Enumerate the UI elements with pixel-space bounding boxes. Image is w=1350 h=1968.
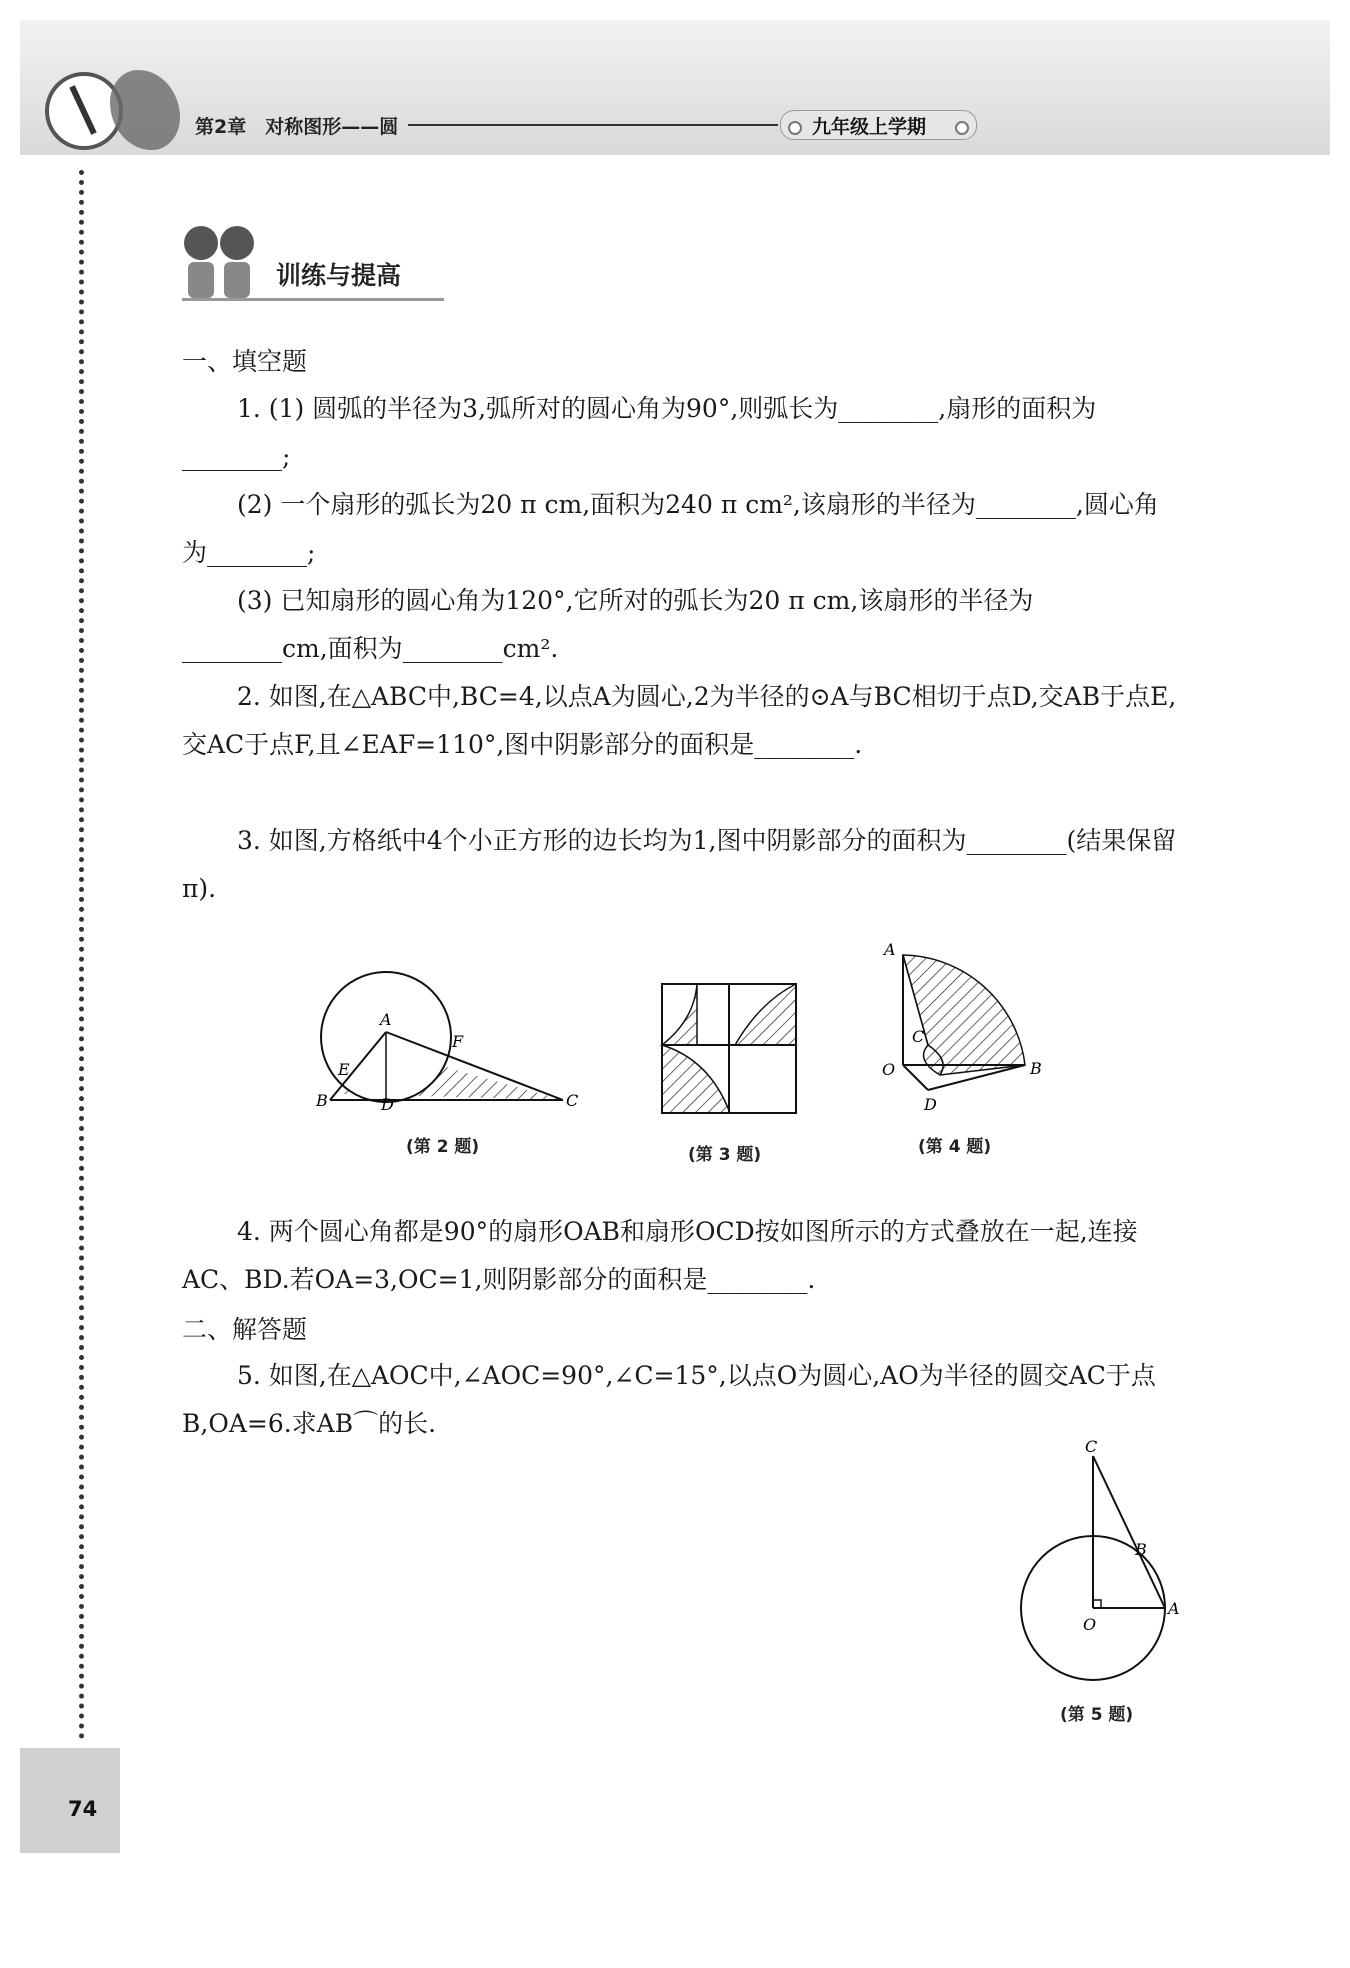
part2-heading: 二、解答题 xyxy=(182,1315,308,1344)
fig5-label-c: C xyxy=(1085,1437,1098,1456)
question-1-1: 1. (1) 圆弧的半径为3,弧所对的圆心角为90°,则弧长为________,扇形的面积为________; xyxy=(182,394,1097,471)
fig5-label-o: O xyxy=(1083,1615,1097,1634)
question-4: 4. 两个圆心角都是90°的扇形OAB和扇形OCD按如图所示的方式叠放在一起,连接AC、BD.若OA=3,OC=1,则阴影部分的面积是________. xyxy=(182,1217,1138,1294)
fig2-label-e: E xyxy=(338,1060,350,1079)
fig2-label-d: D xyxy=(381,1095,394,1114)
chapter-title: 第2章 对称图形——圆 xyxy=(195,116,399,138)
fig4-label-a: A xyxy=(884,940,896,959)
fig4-label-c: C xyxy=(912,1027,925,1046)
fig5-label-a: A xyxy=(1168,1599,1180,1618)
figure-2 xyxy=(315,972,578,1114)
fig4-caption: (第 4 题) xyxy=(918,1137,992,1157)
fig5-label-b: B xyxy=(1135,1540,1147,1559)
fig4-label-d: D xyxy=(924,1095,937,1114)
fig4-label-o: O xyxy=(882,1060,896,1079)
fig5-caption: (第 5 题) xyxy=(1060,1705,1134,1725)
part1-heading: 一、填空题 xyxy=(182,347,308,376)
figure-3 xyxy=(662,984,796,1113)
figure-5 xyxy=(1021,1437,1180,1680)
question-3: 3. 如图,方格纸中4个小正方形的边长均为1,图中阴影部分的面积为________(结果保留π). xyxy=(182,826,1177,903)
question-1-2: (2) 一个扇形的弧长为20 π cm,面积为240 π cm²,该扇形的半径为________,圆心角为________; xyxy=(182,490,1159,567)
fig2-label-f: F xyxy=(452,1032,464,1051)
section-title: 训练与提高 xyxy=(276,261,402,290)
fig2-label-b: B xyxy=(316,1091,328,1110)
fig2-label-a: A xyxy=(380,1010,392,1029)
question-2: 2. 如图,在△ABC中,BC=4,以点A为圆心,2为半径的⊙A与BC相切于点D,交AB于点E,交AC于点F,且∠EAF=110°,图中阴影部分的面积是________. xyxy=(182,682,1177,759)
fig3-caption: (第 3 题) xyxy=(688,1145,762,1165)
fig4-label-b: B xyxy=(1030,1059,1042,1078)
question-1-3: (3) 已知扇形的圆心角为120°,它所对的弧长为20 π cm,该扇形的半径为________cm,面积为________cm². xyxy=(182,586,1034,663)
page-number: 74 xyxy=(68,1797,98,1821)
term-label: 九年级上学期 xyxy=(812,116,927,138)
question-5: 5. 如图,在△AOC中,∠AOC=90°,∠C=15°,以点O为圆心,AO为半径的圆交AC于点B,OA=6.求AB⌒的长. xyxy=(182,1361,1156,1438)
fig2-caption: (第 2 题) xyxy=(406,1137,480,1157)
figure-4 xyxy=(882,940,1042,1114)
fig2-label-c: C xyxy=(566,1091,579,1110)
